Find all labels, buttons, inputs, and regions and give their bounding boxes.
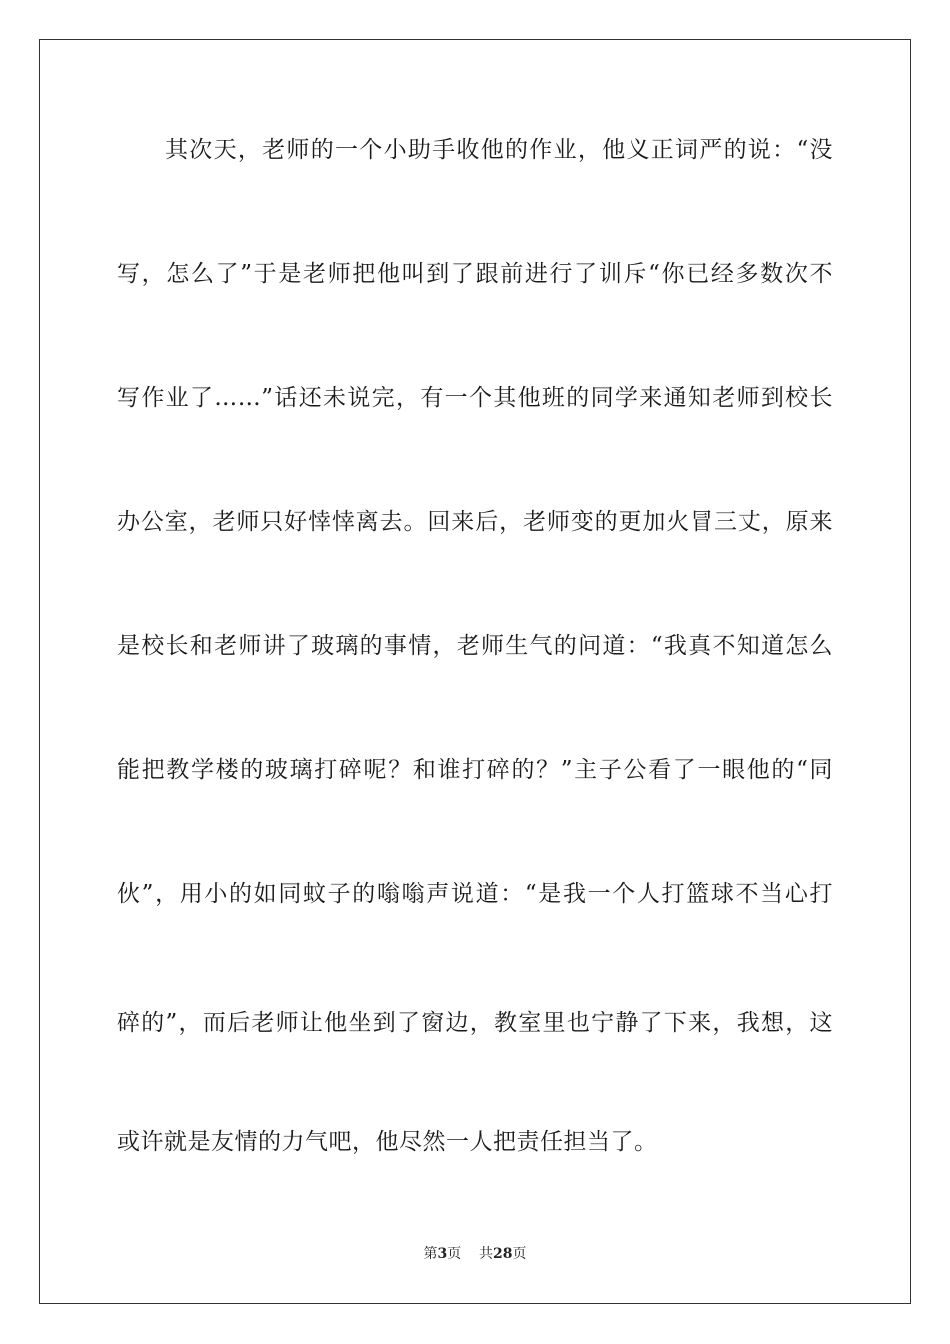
total-prefix: 共 xyxy=(479,1246,494,1262)
paragraph-line-2: 写，怎么了”于是老师把他叫到了跟前进行了训斥“你已经多数次不 xyxy=(117,261,833,287)
paragraph-line-1: 其次天，老师的一个小助手收他的作业，他义正词严的说：“没 xyxy=(165,137,833,163)
page-prefix: 第 xyxy=(423,1246,438,1262)
paragraph-line-9: 或许就是友情的力气吧，他尽然一人把责任担当了。 xyxy=(117,1129,658,1155)
total-suffix: 页 xyxy=(512,1246,527,1262)
page-number: 3 xyxy=(437,1246,448,1262)
paragraph-line-8: 碎的”，而后老师让他坐到了窗边，教室里也宁静了下来，我想，这 xyxy=(117,1010,833,1036)
page-footer xyxy=(0,1244,950,1264)
paragraph-line-7: 伙”，用小的如同蚊子的嗡嗡声说道：“是我一个人打篮球不当心打 xyxy=(117,881,833,907)
total-pages: 28 xyxy=(493,1246,513,1262)
page-border xyxy=(39,39,911,1304)
paragraph-line-3: 写作业了……”话还未说完，有一个其他班的同学来通知老师到校长 xyxy=(117,385,833,411)
paragraph-line-6: 能把教学楼的玻璃打碎呢？和谁打碎的？”主子公看了一眼他的“同 xyxy=(117,757,833,783)
page-suffix: 页 xyxy=(447,1246,462,1262)
paragraph-line-5: 是校长和老师讲了玻璃的事情，老师生气的问道：“我真不知道怎么 xyxy=(117,633,833,659)
paragraph-line-4: 办公室，老师只好悻悻离去。回来后，老师变的更加火冒三丈，原来 xyxy=(117,509,833,535)
